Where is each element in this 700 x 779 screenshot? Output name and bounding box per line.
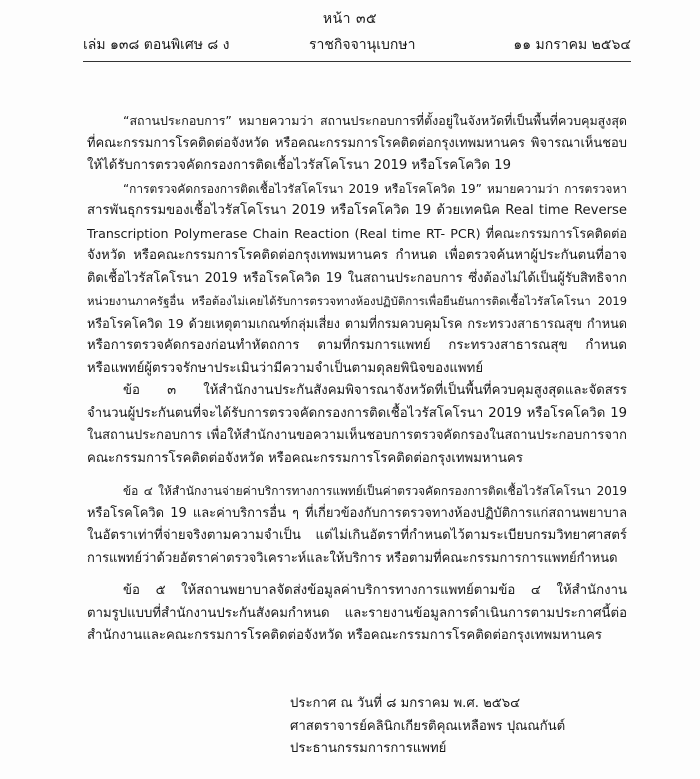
volume-issue: เล่ม ๑๓๘ ตอนพิเศษ ๘ ง [83,37,230,53]
signatory-title: ประธานกรรมการการแพทย์ [290,741,447,756]
signature-block [290,693,565,761]
text-line: จำนวนผู้ประกันตนที่จะได้รับการตรวจคัดกรองการติดเชื้อไวรัสโคโรนา 2019 หรือโรคโควิด 19 [87,405,627,421]
text-line: ให้ได้รับการตรวจคัดกรองการติดเชื้อไวรัสโคโรนา 2019 หรือโรคโควิด 19 [87,158,511,173]
page-number: หน้า ๓๕ [322,11,378,27]
clause-4 [87,480,627,570]
text-line: ในอัตราเท่าที่จ่ายจริงตามความจำเป็น แต่ไม่เกินอัตราที่กำหนดไว้ตามระเบียบกรมวิทยาศาสตร์ [87,528,627,543]
text-line: “สถานประกอบการ” หมายความว่า สถานประกอบการที่ตั้งอยู่ในจังหวัดที่เป็นพื้นที่ควบคุมสูงสุด [123,113,627,128]
document-body [87,110,627,648]
text-line: ที่คณะกรรมการโรคติดต่อจังหวัด หรือคณะกรรมการโรคติดต่อกรุงเทพมหานคร พิจารณาเห็นชอบ [87,135,627,151]
text-line: สารพันธุกรรมของเชื้อไวรัสโคโรนา 2019 หรือโรคโควิด 19 ด้วยเทคนิค Real time Reverse [87,203,627,218]
text-line: ข้อ ๕ ให้สถานพยาบาลจัดส่งข้อมูลค่าบริการทางการแพทย์ตามข้อ ๔ ให้สำนักงาน [123,583,627,598]
text-line: หน่วยงานภาครัฐอื่น หรือต้องไม่เคยได้รับการตรวจทางห้องปฏิบัติการเพื่อยืนยันการติดเชื้อไวรัสโคโรนา 2019 [87,294,627,308]
header-divider [83,61,631,62]
text-line: ข้อ ๔ ให้สำนักงานจ่ายค่าบริการทางการแพทย์เป็นค่าตรวจคัดกรองการติดเชื้อไวรัสโคโรนา 2019 [123,484,627,498]
text-line: สำนักงานและคณะกรรมการโรคติดต่อจังหวัด หรือคณะกรรมการโรคติดต่อกรุงเทพมหานคร [87,628,602,643]
text-line: หรือโรคโควิด 19 ด้วยเหตุตามเกณฑ์กลุ่มเสี่ยง ตามที่กรมควบคุมโรค กระทรวงสาธารณสุข กำหนด [87,315,627,331]
text-line: จังหวัด หรือคณะกรรมการโรคติดต่อกรุงเทพมหานคร กำหนด เพื่อตรวจค้นหาผู้ประกันตนที่อาจ [87,248,627,263]
paragraph-establishment-definition [87,110,627,178]
text-line: “การตรวจคัดกรองการติดเชื้อไวรัสโคโรนา 2019 หรือโรคโควิด 19” หมายความว่า การตรวจหา [123,181,627,196]
paragraph-screening-definition [87,178,627,381]
gazette-header [83,34,631,54]
text-line: ในสถานประกอบการ เพื่อให้สำนักงานขอความเห็นชอบการตรวจคัดกรองในสถานประกอบการจาก [87,428,627,443]
clause-3 [87,380,627,470]
text-line: ตามรูปแบบที่สำนักงานประกันสังคมกำหนด และรายงานข้อมูลการดำเนินการตามประกาศนี้ต่อ [87,605,627,621]
text-line: คณะกรรมการโรคติดต่อจังหวัด หรือคณะกรรมการโรคติดต่อกรุงเทพมหานคร [87,450,523,466]
text-line: ติดเชื้อไวรัสโคโรนา 2019 หรือโรคโควิด 19 ในสถานประกอบการ ซึ่งต้องไม่ได้เป็นผู้รับสิทธิจาก [87,270,627,286]
signatory-name: ศาสตราจารย์คลินิกเกียรติคุณเหลือพร ปุณณกันต์ [290,718,566,734]
paragraph-gap [87,570,627,580]
paragraph-gap [87,470,627,480]
text-line: การแพทย์ว่าด้วยอัตราค่าตรวจวิเคราะห์และให้บริการ หรือตามที่คณะกรรมการการแพทย์กำหนด [87,550,618,566]
text-line: Transcription Polymerase Chain Reaction (Real time RT- PCR) ที่คณะกรรมการโรคติดต่อ [87,225,627,241]
text-line: หรือโรคโควิด 19 และค่าบริการอื่น ๆ ที่เกี่ยวข้องกับการตรวจทางห้องปฏิบัติการแก่สถานพยาบาล [87,505,627,521]
publication-date: ๑๑ มกราคม ๒๕๖๔ [513,37,631,53]
text-line: หรือการตรวจคัดกรองก่อนทำหัตถการ ตามที่กรมการแพทย์ กระทรวงสาธารณสุข กำหนด [87,338,627,353]
text-line: ข้อ ๓ ให้สำนักงานประกันสังคมพิจารณาจังหวัดที่เป็นพื้นที่ควบคุมสูงสุดและจัดสรร [123,383,627,398]
gazette-title: ราชกิจจานุเบกษา [309,37,416,53]
text-line: หรือแพทย์ผู้ตรวจรักษาประเมินว่ามีความจำเป็นตามดุลยพินิจของแพทย์ [87,360,484,376]
announcement-date: ประกาศ ณ วันที่ ๘ มกราคม พ.ศ. ๒๕๖๔ [290,696,521,711]
clause-5 [87,580,627,648]
